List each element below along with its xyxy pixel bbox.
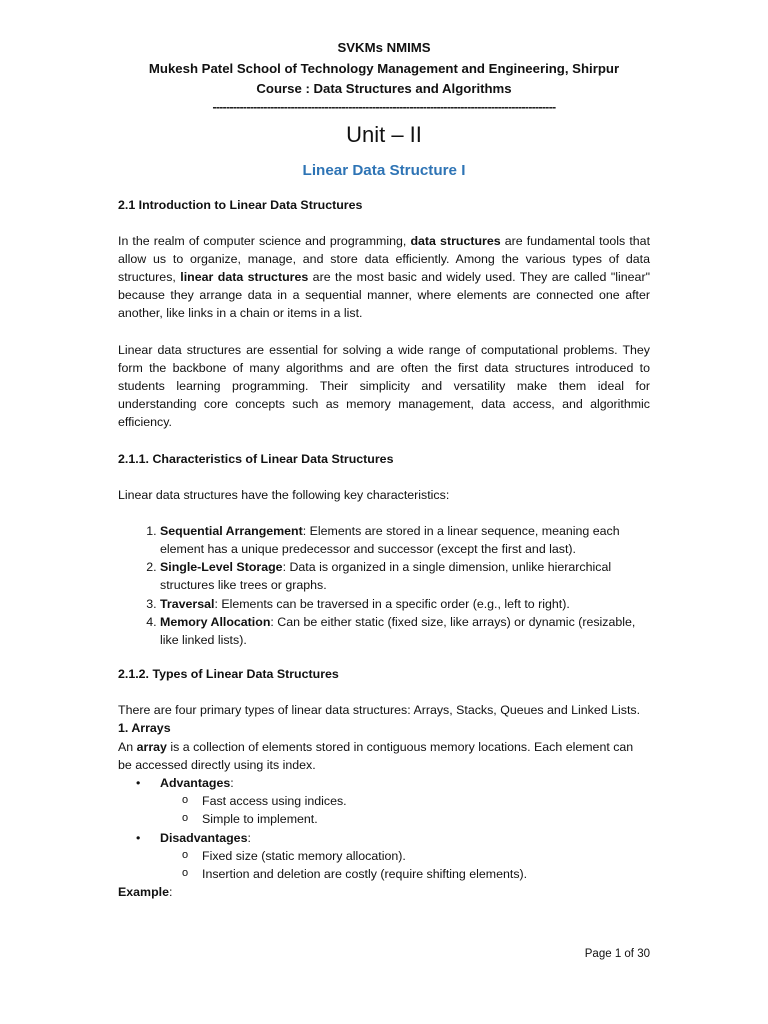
list-item: 1. Sequential Arrangement: Elements are stored in a linear sequence, meaning each element has a unique predecessor and successor (except the first and last). [160, 522, 650, 558]
section-heading-2-1-2: 2.1.2. Types of Linear Data Structures [118, 667, 339, 682]
arrays-heading: 1. Arrays [118, 721, 171, 736]
list-item: • Advantages: o Fast access using indices. o Simple to implement. [136, 774, 650, 829]
list-item: o Fast access using indices. [182, 792, 650, 810]
characteristics-list [118, 522, 650, 649]
intro-paragraph-2: Linear data structures are essential for solving a wide range of computational problems. They form the backbone of many algorithms and are often the first data structures introduced to students learning programming. Their simplicity and versatility make them ideal for understanding core concepts such as memory management, data access, and algorithmic efficiency. [118, 342, 650, 430]
school-name: Mukesh Patel School of Technology Management and Engineering, Shirpur [148, 60, 620, 76]
header-rule: ----------------------------------------------------------------------------------------------------- [212, 99, 556, 114]
institution-name: SVKMs NMIMS [337, 40, 431, 55]
section-heading-2-1-1: 2.1.1. Characteristics of Linear Data Structures [118, 451, 394, 466]
list-item: o Insertion and deletion are costly (require shifting elements). [182, 865, 650, 883]
types-intro: There are four primary types of linear data structures: Arrays, Stacks, Queues and Linked Lists. [118, 703, 641, 718]
characteristics-intro: Linear data structures have the following key characteristics: [118, 487, 450, 502]
page-number: Page 1 of 30 [584, 948, 650, 960]
section-heading-2-1: 2.1 Introduction to Linear Data Structures [118, 197, 363, 212]
document-page [118, 38, 650, 901]
unit-title: Unit – II [346, 121, 422, 147]
list-item: o Simple to implement. [182, 810, 650, 828]
disadvantages-list [160, 847, 650, 883]
list-item: • Disadvantages: o Fixed size (static memory allocation). o Insertion and deletion are costly (require shifting elements). [136, 829, 650, 884]
list-item: 2. Single-Level Storage: Data is organized in a single dimension, unlike hierarchical structures like trees or graphs. [160, 558, 650, 594]
list-item: o Fixed size (static memory allocation). [182, 847, 650, 865]
arrays-pros-cons-list [118, 774, 650, 883]
list-item: 3. Traversal: Elements can be traversed in a specific order (e.g., left to right). [160, 595, 650, 613]
intro-paragraph-1: In the realm of computer science and programming, data structures are fundamental tools that allow us to organize, manage, and store data efficiently. Among the various types of data structures, linear data structures are the most basic and widely used. They are called "linear" because they arrange data in a sequential manner, where elements are connected one after another, like links in a chain or items in a list. [118, 233, 651, 321]
example-label: Example: [118, 885, 173, 900]
course-name: Course : Data Structures and Algorithms [256, 81, 512, 96]
chapter-subtitle: Linear Data Structure I [302, 161, 466, 179]
arrays-definition: An array is a collection of elements stored in contiguous memory locations. Each element can be accessed directly using its index. [118, 739, 634, 772]
advantages-list [160, 792, 650, 828]
list-item: 4. Memory Allocation: Can be either static (fixed size, like arrays) or dynamic (resizable, like linked lists). [160, 613, 650, 649]
